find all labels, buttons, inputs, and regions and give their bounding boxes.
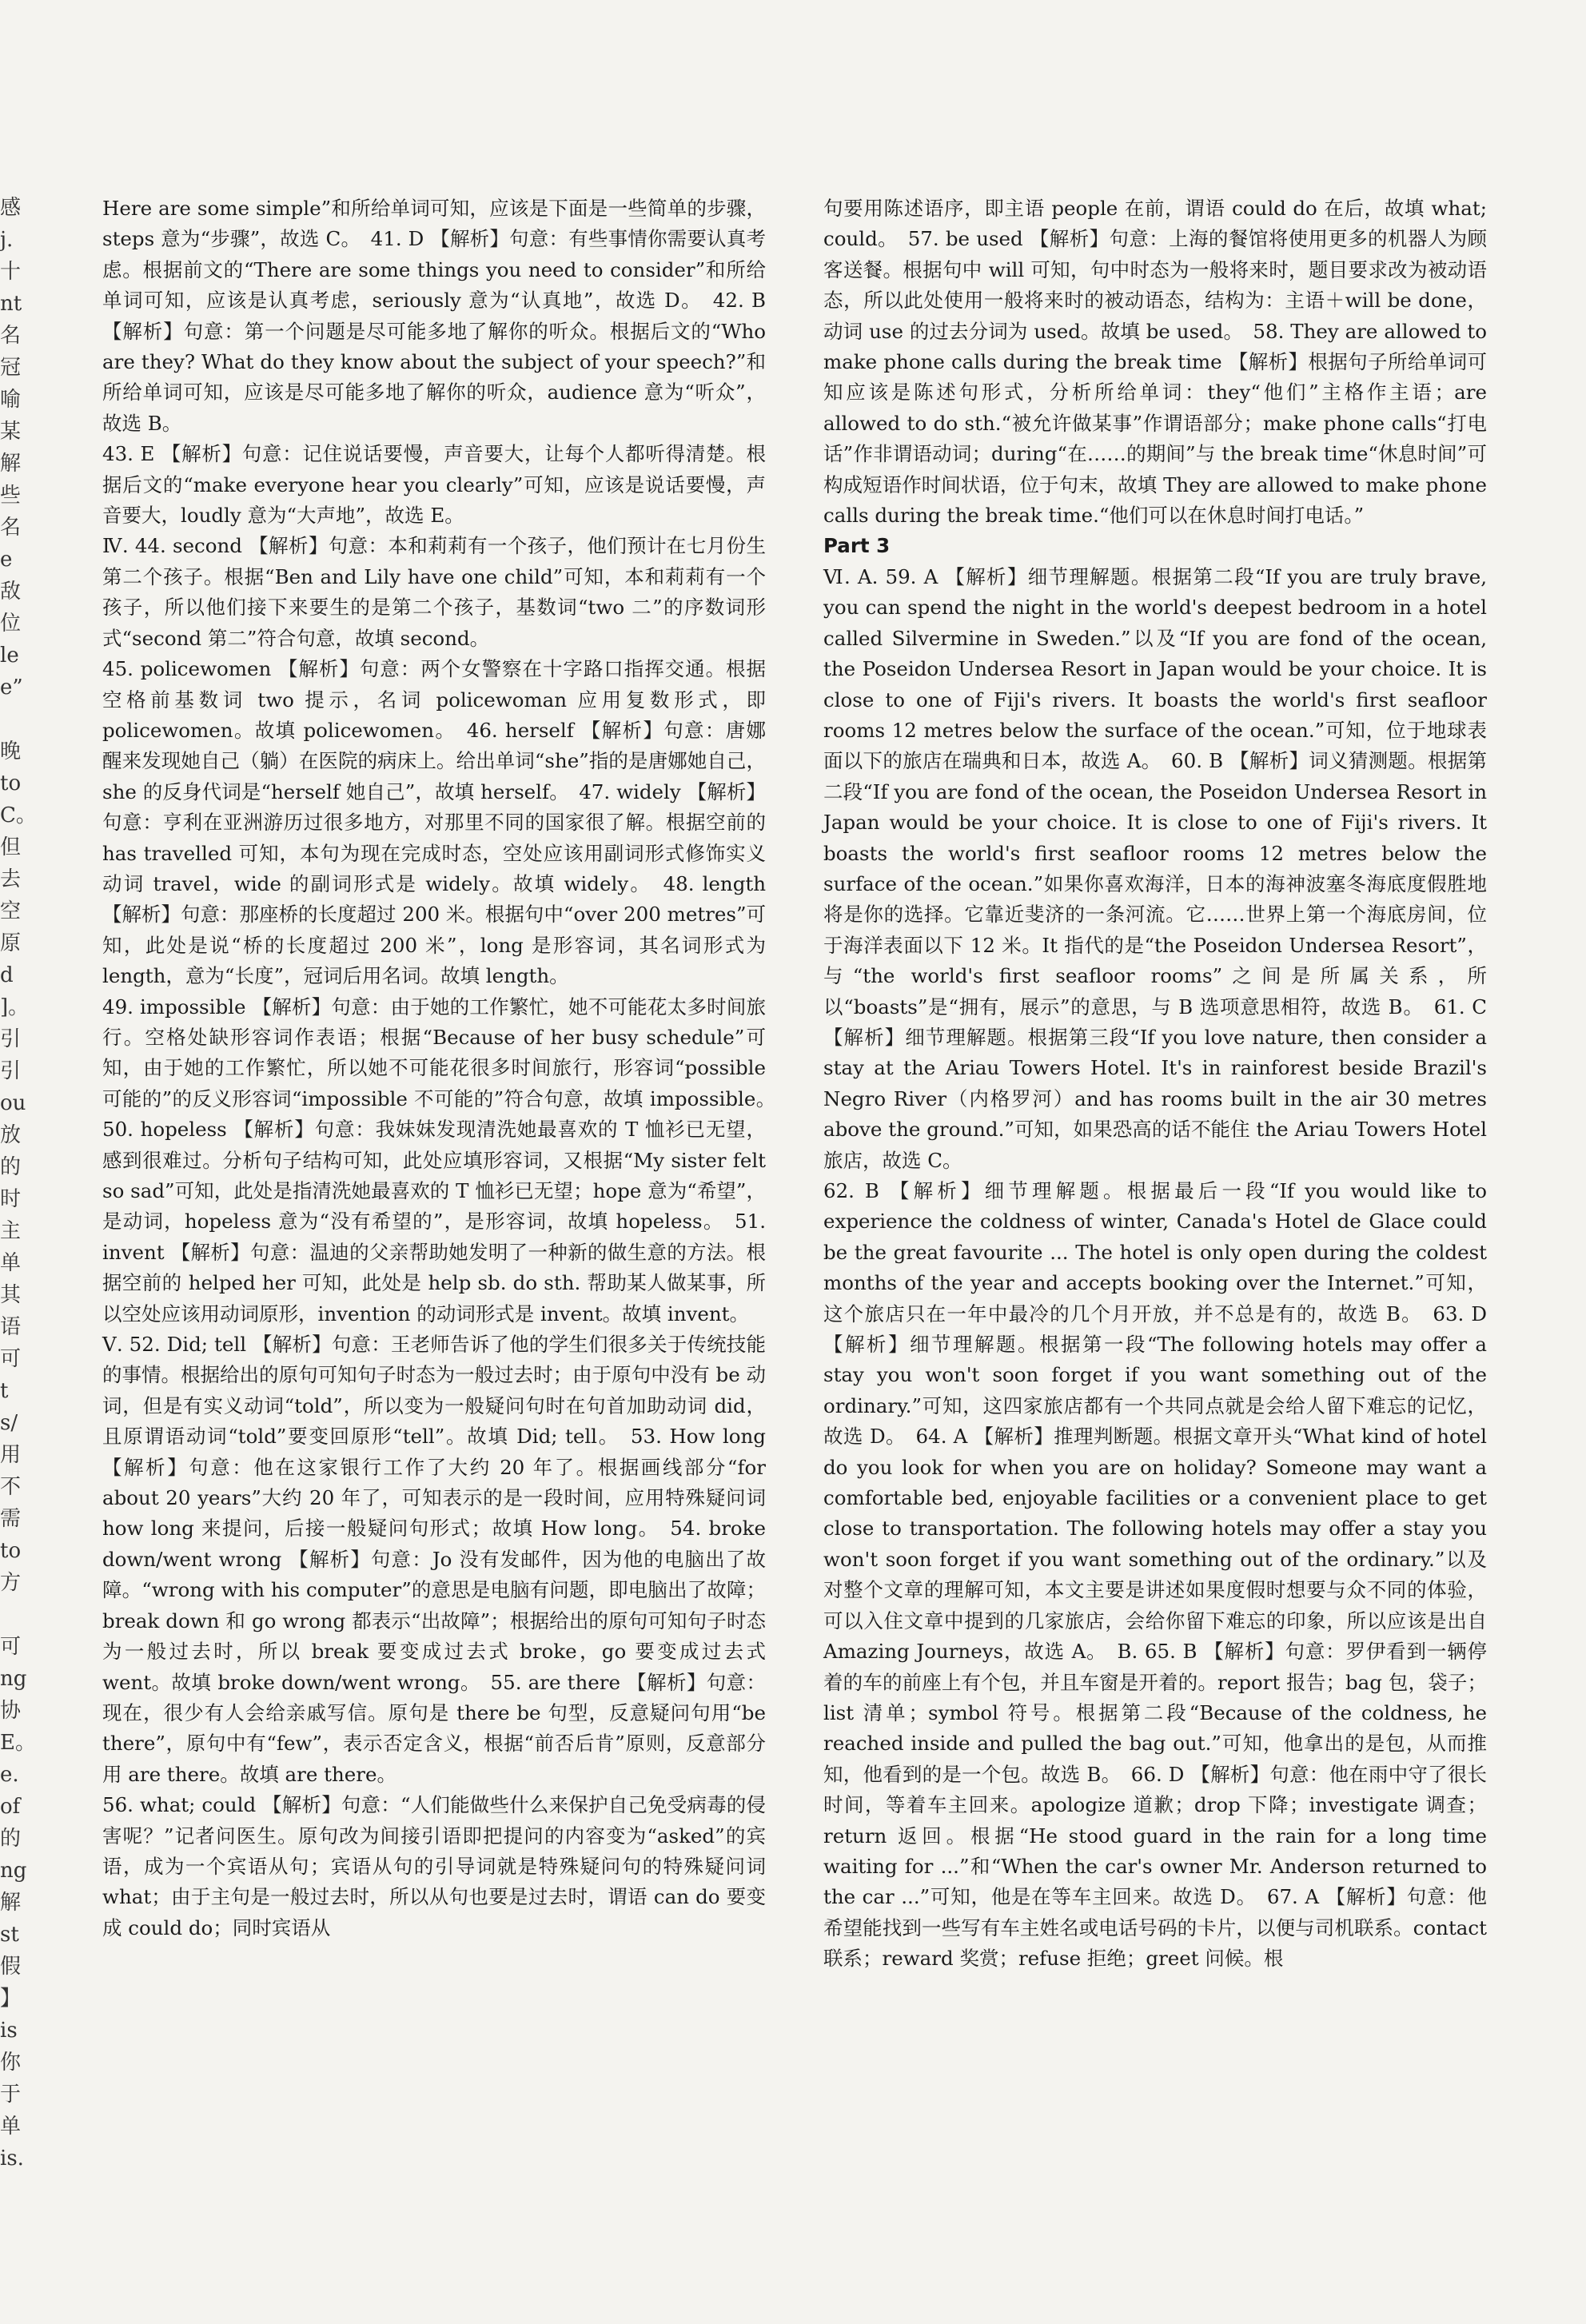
margin-fragment: to: [0, 1539, 22, 1563]
margin-fragment: 去: [0, 867, 22, 891]
margin-fragment: 需: [0, 1507, 22, 1531]
margin-fragment: 于: [0, 2083, 22, 2107]
margin-fragment: 】: [0, 1987, 22, 2011]
margin-fragment: is.: [0, 2147, 24, 2171]
margin-fragment: le: [0, 644, 19, 668]
margin-fragment: 引: [0, 1059, 22, 1083]
margin-fragment: 敌: [0, 580, 22, 604]
paragraph-62-67: 62. B 【解析】细节理解题。根据最后一段“If you would like to experience the coldness of winter, Canada's Hotel de Glace could be the great favourite ... The hotel is only open during the coldest months of the year and accepts booking over the Internet.”可知，这个旅店只在一年中最冷的几个月开放，并不总是有的，故选 B。 63. D 【解析】细节理解题。根据第一段“The following hotels may offer a stay you won't soon forget if you want something out of the ordinary.”可知，这四家旅店都有一个共同点就是会给人留下难忘的记忆，故选 D。 64. A 【解析】推理判断题。根据文章开头“What kind of hotel do you look for when you are on holiday? Someone may want a comfortable bed, enjoyable facilities or a convenient place to get close to transportation. The following hotels may offer a stay you won't soon forget if you want something out of the ordinary.”以及对整个文章的理解可知，本文主要是讲述如果度假时想要与众不同的体验，可以入住文章中提到的几家旅店，会给你留下难忘的印象，所以应该是出自 Amazing Journeys，故选 A。 B. 65. B 【解析】句意：罗伊看到一辆停着的车的前座上有个包，并且车窗是开着的。report 报告；bag 包，袋子；list 清单；symbol 符号。根据第二段“Because of the coldness, he reached inside and pulled the bag out.”可知，他拿出的是包，从而推知，他看到的是一个包。故选 B。 66. D 【解析】句意：他在雨中守了很长时间，等着车主回来。apologize 道歉；drop 下降；investigate 调查；return 返回。根据“He stood guard in the rain for a long time waiting for ...”和“When the car's owner Mr. Anderson returned to the car ...”可知，他是在等车主回来。故选 D。 67. A 【解析】句意：他希望能找到一些写有车主姓名或电话号码的卡片，以便与司机联系。contact 联系；reward 奖赏；refuse 拒绝；greet 问候。根: [823, 1179, 1487, 1971]
margin-fragment: j.: [0, 228, 14, 252]
margin-fragment: 单: [0, 1251, 22, 1275]
margin-fragment: 解: [0, 452, 22, 476]
margin-fragment: 你: [0, 2051, 22, 2075]
margin-fragment: 假: [0, 1955, 22, 1979]
margin-fragment: is: [0, 2019, 18, 2043]
margin-fragment: nt: [0, 292, 22, 316]
margin-fragment: 但: [0, 835, 22, 859]
margin-fragment: 可: [0, 1347, 22, 1371]
margin-fragment: 名: [0, 516, 22, 540]
margin-fragment: 放: [0, 1123, 22, 1147]
paragraph-41-43: Here are some simple”和所给单词可知，应该是下面是一些简单的步骤，steps 意为“步骤”，故选 C。 41. D 【解析】句意：有些事情你需要认真考虑。根据前文的“There are some things you need to consider”和所给单词可知，应该是认真考虑，seriously 意为“认真地”，故选 D。 42. B 【解析】句意：第一个问题是尽可能多地了解你的听众。根据后文的“Who are they? What do they know about the subject of your speech?”和所给单词可知，应该是尽可能多地了解你的听众，audience 意为“听众”，故选 B。: [102, 197, 766, 435]
section-heading-part-3: Part 3: [823, 534, 891, 558]
left-column: [102, 193, 786, 2264]
margin-fragment: 喻: [0, 388, 22, 412]
margin-fragment: t: [0, 1379, 9, 1403]
margin-fragment: 用: [0, 1443, 22, 1467]
paragraph-56: 56. what; could 【解析】句意：“人们能做些什么来保护自己免受病毒的侵害呢？”记者问医生。原句改为间接引语即把提问的内容变为“asked”的宾语，成为一个宾语从句；宾语从句的引导词就是特殊疑问句的特殊疑问词 what；由于主句是一般过去时，所以从句也要是过去时，谓语 can do 要变成 could do；同时宾语从: [102, 1793, 766, 1939]
margin-fragment: 十: [0, 260, 22, 284]
margin-fragment: 感: [0, 196, 22, 220]
margin-fragment: e”: [0, 676, 23, 700]
margin-fragment: to: [0, 771, 22, 795]
margin-fragment: 单: [0, 2115, 22, 2139]
margin-fragment: 的: [0, 1827, 22, 1851]
margin-fragment: 位: [0, 612, 22, 636]
margin-fragment: 名: [0, 324, 22, 348]
margin-fragment: of: [0, 1795, 21, 1819]
paragraph-45-48: 45. policewomen 【解析】句意：两个女警察在十字路口指挥交通。根据空格前基数词 two 提示，名词 policewoman 应用复数形式，即 policewomen。故填 policewomen。 46. herself 【解析】句意：唐娜醒来发现她自己（躺）在医院的病床上。给出单词“she”指的是唐娜她自己，she 的反身代词是“herself 她自己”，故填 herself。 47. widely 【解析】句意：亨利在亚洲游历过很多地方，对那里不同的国家很了解。根据空前的 has travelled 可知，本句为现在完成时态，空处应该用副词形式修饰实义动词 travel，wide 的副词形式是 widely。故填 widely。 48. length 【解析】句意：那座桥的长度超过 200 米。根据句中“over 200 metres”可知，此处是说“桥的长度超过 200 米”，long 是形容词，其名词形式为 length，意为“长度”，冠词后用名词。故填 length。: [102, 657, 766, 988]
margin-fragment: [0, 704, 35, 735]
paragraph-section-iv-44: Ⅳ. 44. second 【解析】句意：本和莉莉有一个孩子，他们预计在七月份生第二个孩子。根据“Ben and Lily have one child”可知，本和莉莉有一个孩子，所以他们接下来要生的是第二个孩子，基数词“two 二”的序数词形式“second 第二”符合句意，故填 second。: [102, 534, 766, 650]
margin-fragment: 的: [0, 1155, 22, 1179]
margin-fragment: ng: [0, 1859, 27, 1883]
paragraph-section-v-52-55: Ⅴ. 52. Did; tell 【解析】句意：王老师告诉了他的学生们很多关于传统技能的事情。根据给出的原句可知句子时态为一般过去时；由于原句中没有 be 动词，但是有实义动词“told”，所以变为一般疑问句时在句首加助动词 did，且原谓语动词“told”要变回原形“tell”。故填 Did; tell。 53. How long 【解析】句意：他在这家银行工作了大约 20 年了。根据画线部分“for about 20 years”大约 20 年了，可知表示的是一段时间，应用特殊疑问词 how long 来提问，后接一般疑问句形式；故填 How long。 54. broke down/went wrong 【解析】句意：Jo 没有发邮件，因为他的电脑出了故障。“wrong with his computer”的意思是电脑有问题，即电脑出了故障；break down 和 go wrong 都表示“出故障”；根据给出的原句可知句子时态为一般过去时，所以 break 要变成过去式 broke，go 要变成过去式 went。故填 broke down/went wrong。 55. are there 【解析】句意：现在，很少有人会给亲戚写信。原句是 there be 句型，反意疑问句用“be there”，原句中有“few”，表示否定含义，根据“前否后肯”原则，反意部分用 are there。故填 are there。: [102, 1333, 766, 1786]
margin-fragment: 冠: [0, 356, 22, 380]
margin-fragment: 空: [0, 899, 22, 923]
margin-fragment: 解: [0, 1891, 22, 1915]
paragraph-43: 43. E 【解析】句意：记住说话要慢，声音要大，让每个人都听得清楚。根据后文的“make everyone hear you clearly”可知，应该是说话要慢，声音要大，loudly 意为“大声地”，故选 E。: [102, 442, 766, 528]
margin-fragment: 晚: [0, 739, 22, 763]
margin-fragment: E。: [0, 1731, 36, 1755]
paragraph-section-vi-59-61: Ⅵ. A. 59. A 【解析】细节理解题。根据第二段“If you are truly brave, you can spend the night in the world's deepest bedroom in a hotel called Silvermine in Sweden.”以及“If you are fond of the ocean, the Poseidon Undersea Resort in Japan would be your choice. It is close to one of Fiji's rivers. It boasts the world's first seafloor rooms 12 metres below the surface of the ocean.”可知，位于地球表面以下的旅店在瑞典和日本，故选 A。 60. B 【解析】词义猜测题。根据第二段“If you are fond of the ocean, the Poseidon Undersea Resort in Japan would be your choice. It is close to one of Fiji's rivers. It boasts the world's first seafloor rooms 12 metres below the surface of the ocean.”如果你喜欢海洋，日本的海神波塞冬海底度假胜地将是你的选择。它靠近斐济的一条河流。它……世界上第一个海底房间，位于海洋表面以下 12 米。It 指代的是“the Poseidon Undersea Resort”，与“the world's first seafloor rooms”之间是所属关系，所以“boasts”是“拥有，展示”的意思，与 B 选项意思相符，故选 B。 61. C 【解析】细节理解题。根据第三段“If you love nature, then consider a stay at the Ariau Towers Hotel. It's in rainforest beside Brazil's Negro River（内格罗河）and has rooms built in the air 30 metres above the ground.”可知，如果恐高的话不能住 the Ariau Towers Hotel 旅店，故选 C。: [823, 564, 1487, 1172]
margin-fragment: s/: [0, 1411, 18, 1435]
margin-fragment: C。: [0, 803, 37, 827]
margin-fragment: st: [0, 1923, 19, 1947]
paragraph-49-51: 49. impossible 【解析】句意：由于她的工作繁忙，她不可能花太多时间旅行。空格处缺形容词作表语；根据“Because of her busy schedule”可知，由于她的工作繁忙，所以她不可能花很多时间旅行，形容词“possible 可能的”的反义形容词“impossible 不可能的”符合句意，故填 impossible。 50. hopeless 【解析】句意：我妹妹发现清洗她最喜欢的 T 恤衫已无望，感到很难过。分析句子结构可知，此处应填形容词，又根据“My sister felt so sad”可知，此处是指清洗她最喜欢的 T 恤衫已无望；hope 意为“希望”，是动词，hopeless 意为“没有希望的”，是形容词，故填 hopeless。 51. invent 【解析】句意：温迪的父亲帮助她发明了一种新的做生意的方法。根据空前的 helped her 可知，此处是 help sb. do sth. 帮助某人做某事，所以空处应该用动词原形，invention 的动词形式是 invent。故填 invent。: [102, 995, 786, 1325]
margin-fragment: 协: [0, 1699, 22, 1723]
margin-fragment: d: [0, 963, 14, 987]
margin-fragment: ]。: [0, 995, 30, 1019]
margin-fragment: 方: [0, 1571, 22, 1595]
paragraph-56-58: 句要用陈述语序，即主语 people 在前，谓语 could do 在后，故填 what; could。 57. be used 【解析】句意：上海的餐馆将使用更多的机器人为顾客送餐。根据句中 will 可知，句中时态为一般将来时，题目要求改为被动语态，所以此处使用一般将来时的被动语态，结构为：主语＋will be done，动词 use 的过去分词为 used。故填 be used。 58. They are allowed to make phone calls during the break time 【解析】根据句子所给单词可知应该是陈述句形式，分析所给单词：they“他们”主格作主语；are allowed to do sth.“被允许做某事”作谓语部分；make phone calls“打电话”作非谓语动词；during“在……的期间”与 the break time“休息时间”可构成短语作时间状语，位于句末，故填 They are allowed to make phone calls during the break time.“他们可以在休息时间打电话。”: [823, 197, 1487, 528]
margin-fragment: 时: [0, 1187, 22, 1211]
margin-fragment: 不: [0, 1475, 22, 1499]
margin-fragment: ou: [0, 1091, 26, 1115]
left-margin-clipped-text: [0, 192, 35, 2175]
margin-fragment: e.: [0, 1763, 19, 1787]
margin-fragment: e: [0, 548, 13, 572]
margin-fragment: ng: [0, 1667, 27, 1691]
margin-fragment: 主: [0, 1219, 22, 1243]
margin-fragment: 可: [0, 1635, 22, 1659]
margin-fragment: [0, 1599, 35, 1631]
margin-fragment: 其: [0, 1283, 22, 1307]
margin-fragment: 语: [0, 1315, 22, 1339]
margin-fragment: 些: [0, 484, 22, 508]
margin-fragment: 某: [0, 420, 22, 444]
margin-fragment: 原: [0, 931, 22, 955]
right-column: [823, 193, 1487, 2264]
margin-fragment: 引: [0, 1027, 22, 1051]
